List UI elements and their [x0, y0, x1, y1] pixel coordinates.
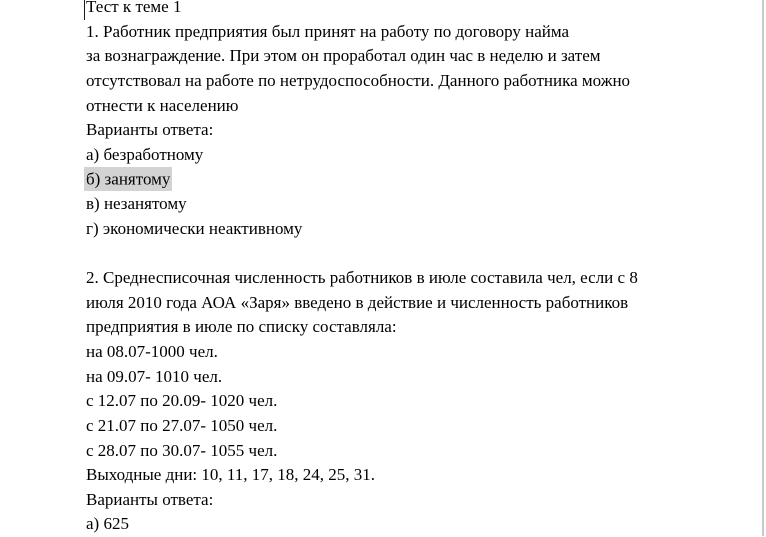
question-2-line-2 — [86, 291, 746, 316]
question-1-line-1 — [86, 20, 746, 45]
headcount-line-5 — [86, 439, 746, 464]
answer-option-1g — [86, 217, 746, 242]
line-text: а) 625 — [86, 514, 129, 534]
weekend-days-line — [86, 463, 746, 488]
headcount-line-2 — [86, 365, 746, 390]
answers-label-1 — [86, 118, 746, 143]
question-1-line-3 — [86, 69, 746, 94]
line-text: на 09.07- 1010 чел. — [86, 366, 223, 386]
line-text: с 21.07 по 27.07- 1050 чел. — [86, 415, 278, 435]
question-2-line-3 — [86, 315, 746, 340]
line-text: на 08.07-1000 чел. — [86, 341, 218, 361]
text-cursor — [84, 0, 85, 20]
answer-option-1a — [86, 143, 746, 168]
document-text — [86, 0, 746, 537]
line-text: июля 2010 года АОА «Заря» введено в действие и численность работников — [86, 292, 629, 312]
answers-label-2 — [86, 488, 746, 513]
line-text: отсутствовал на работе по нетрудоспособности. Данного работника можно — [86, 70, 631, 90]
blank-line — [86, 241, 746, 266]
line-text: г) экономически неактивному — [86, 218, 303, 238]
answer-option-2a — [86, 512, 746, 537]
answer-option-1v — [86, 192, 746, 217]
line-text: отнести к населению — [86, 95, 239, 115]
line-text: Варианты ответа: — [86, 489, 214, 509]
line-text: с 28.07 по 30.07- 1055 чел. — [86, 440, 278, 460]
line-text: а) безработному — [86, 144, 204, 164]
question-1-line-4 — [86, 94, 746, 119]
headcount-line-3 — [86, 389, 746, 414]
line-text: Выходные дни: 10, 11, 17, 18, 24, 25, 31. — [86, 465, 376, 485]
doc-title-line — [86, 0, 746, 20]
headcount-line-4 — [86, 414, 746, 439]
line-text: в) незанятому — [86, 194, 187, 214]
line-text: 2. Среднесписочная численность работников в июле составила чел, если с 8 — [86, 268, 638, 288]
line-text: 1. Работник предприятия был принят на работу по договору найма — [86, 21, 570, 41]
highlighted-line-text: б) занятому — [84, 167, 172, 191]
question-1-line-2 — [86, 44, 746, 69]
question-2-line-1 — [86, 266, 746, 291]
line-text: Варианты ответа: — [86, 120, 214, 140]
answer-option-1b — [86, 167, 746, 192]
line-text: с 12.07 по 20.09- 1020 чел. — [86, 391, 278, 411]
headcount-line-1 — [86, 340, 746, 365]
line-text: Тест к теме 1 — [86, 0, 182, 16]
window-right-border — [762, 0, 764, 536]
line-text: за вознаграждение. При этом он проработал один час в неделю и затем — [86, 46, 601, 66]
line-text: предприятия в июле по списку составляла: — [86, 317, 397, 337]
